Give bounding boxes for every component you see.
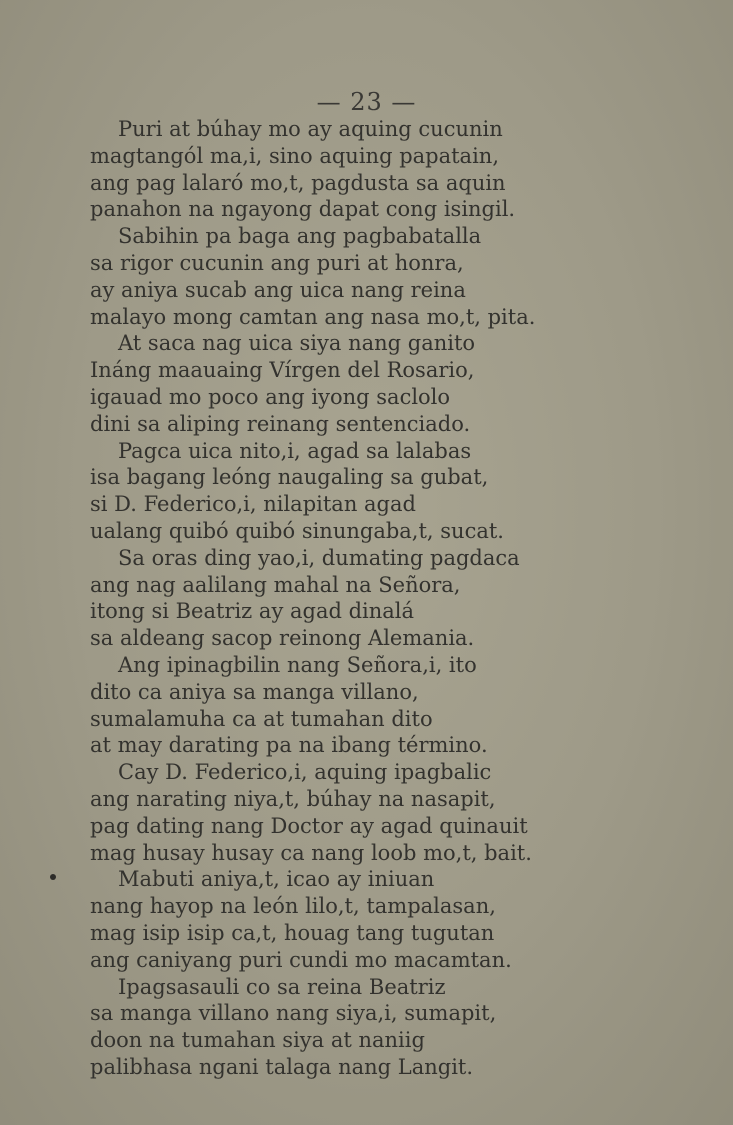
stanza bbox=[90, 866, 690, 973]
poem-body bbox=[90, 116, 690, 1081]
verse-line: pag dating nang Doctor ay agad quinauit bbox=[90, 813, 528, 838]
verse-line: at may darating pa na ibang término. bbox=[90, 733, 488, 758]
verse-line: malayo mong camtan ang nasa mo,t, pita. bbox=[90, 304, 536, 329]
stanza bbox=[90, 438, 690, 545]
stanza bbox=[90, 223, 690, 330]
verse-line: sa rigor cucunin ang puri at honra, bbox=[90, 250, 464, 275]
verse-line: Sa oras ding yao,i, dumating pagdaca bbox=[118, 545, 520, 570]
verse-line: magtangól ma,i, sino aquing papatain, bbox=[90, 143, 499, 168]
stanza bbox=[90, 759, 690, 866]
ink-dot bbox=[50, 874, 56, 880]
verse-line: Ang ipinagbilin nang Señora,i, ito bbox=[118, 652, 477, 677]
verse-line: sa manga villano nang siya,i, sumapit, bbox=[90, 1001, 497, 1026]
verse-line: ang pag lalaró mo,t, pagdusta sa aquin bbox=[90, 170, 506, 195]
verse-line: mag husay husay ca nang loob mo,t, bait. bbox=[90, 840, 532, 865]
stanza bbox=[90, 116, 690, 223]
verse-line: Cay D. Federico,i, aquing ipagbalic bbox=[118, 760, 492, 785]
verse-line: sumalamuha ca at tumahan dito bbox=[90, 706, 433, 731]
stanza bbox=[90, 974, 690, 1081]
stanza bbox=[90, 330, 690, 437]
verse-line: itong si Beatriz ay agad dinalá bbox=[90, 599, 415, 624]
verse-line: sa aldeang sacop reinong Alemania. bbox=[90, 626, 475, 651]
verse-line: ang nag aalilang mahal na Señora, bbox=[90, 572, 461, 597]
verse-line: At saca nag uica siya nang ganito bbox=[118, 331, 476, 356]
verse-line: doon na tumahan siya at naniig bbox=[90, 1028, 425, 1053]
verse-line: isa bagang leóng naugaling sa gubat, bbox=[90, 465, 489, 490]
stanza bbox=[90, 652, 690, 759]
verse-line: mag isip isip ca,t, houag tang tugutan bbox=[90, 920, 495, 945]
verse-line: Puri at búhay mo ay aquing cucunin bbox=[118, 117, 503, 141]
verse-line: igauad mo poco ang iyong saclolo bbox=[90, 384, 451, 409]
verse-line: ang caniyang puri cundi mo macamtan. bbox=[90, 947, 512, 972]
verse-line: dito ca aniya sa manga villano, bbox=[90, 679, 419, 704]
page-number: — 23 — bbox=[316, 88, 417, 116]
verse-line: Pagca uica nito,i, agad sa lalabas bbox=[118, 438, 472, 463]
verse-line: ang narating niya,t, búhay na nasapit, bbox=[90, 786, 496, 811]
verse-line: nang hayop na león lilo,t, tampalasan, bbox=[90, 894, 496, 919]
verse-line: Ipagsasauli co sa reina Beatriz bbox=[118, 974, 446, 999]
verse-line: ualang quibó quibó sinungaba,t, sucat. bbox=[90, 518, 504, 543]
verse-line: dini sa aliping reinang sentenciado. bbox=[90, 411, 471, 436]
verse-line: palibhasa ngani talaga nang Langit. bbox=[90, 1054, 474, 1079]
verse-line: si D. Federico,i, nilapitan agad bbox=[90, 492, 416, 517]
verse-line: panahon na ngayong dapat cong isingil. bbox=[90, 197, 516, 222]
stanza bbox=[90, 545, 690, 652]
verse-line: Sabihin pa baga ang pagbabatalla bbox=[118, 224, 482, 249]
verse-line: Ináng maauaing Vírgen del Rosario, bbox=[90, 358, 475, 383]
verse-line: Mabuti aniya,t, icao ay iniuan bbox=[118, 867, 435, 892]
verse-line: ay aniya sucab ang uica nang reina bbox=[90, 277, 466, 302]
